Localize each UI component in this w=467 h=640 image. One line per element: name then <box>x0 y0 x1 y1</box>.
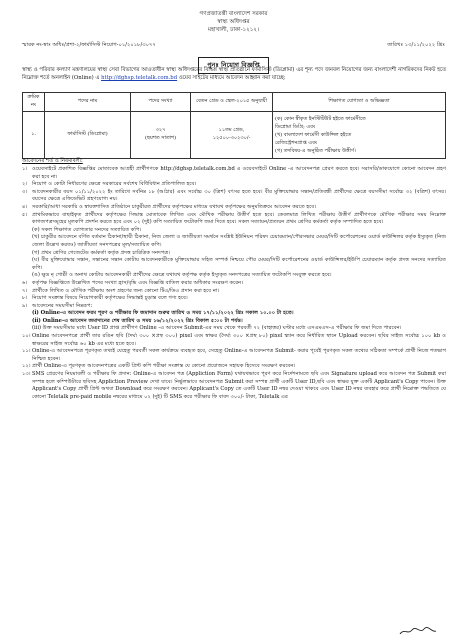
term-number: ১। <box>22 166 28 172</box>
term-item <box>22 181 446 189</box>
address-header: মহাখালী, ঢাকা-১২১২। <box>207 27 260 33</box>
term-number: ১৩। <box>22 371 31 378</box>
application-website-link[interactable]: http://dghsp.teletalk.com.bd <box>101 75 178 81</box>
intro-text-before: স্বাস্থ্য ও পরিবার কল্যাণ মন্ত্রণালয়ের স্বাস্থ্য সেবা বিভাগের আওতাধীন স্বাস্থ্য অধিদপ্তরের বিভিন্ন স্বাস্থ্য প্রতিষ্ঠানে ফার্মাসিস্ট (ডিপ্লোমা) এর শূন্য পদে জনবল নিয়োগের জন্য বাংলাদেশী নাগরিকদের নিকট হতে নিম্নোক্ত শর্তে অনলাইন (Online) এ <box>22 67 446 81</box>
row-qualifications <box>273 112 446 159</box>
term-text: (ঘ) বীর মুক্তিযোদ্ধার সন্তান, সন্তানের সন্তান কোটায় আবেদনকারীকে মুক্তিযোদ্ধার সহিত সম্পর্ক নিশ্চয়ে পৌর মেয়র/সিটি কর্পোরেশনের ওয়ার্ড কাউন্সিলর/ইউপি চেয়ারম্যান কর্তৃক প্রদত্ত সনদের সত্যায়িত কপি। <box>32 257 446 271</box>
term-text: Online আবেদনপত্রে প্রার্থী তার রঙিন ছবি (দৈর্ঘ্য ৩০০ ×প্রস্থ ৩০০) pixel এবং স্বাক্ষর (দৈর্ঘ্য ৩০০ ×প্রস্থ ৮০) pixel স্ক্যান করে নির্ধারিত স্থানে Upload করবেন। ছবির সাইজ সর্বোচ্চ ১০০ kb ও স্বাক্ষরের সাইজ সর্বোচ্চ ৬০ kb এর মধ্যে হতে হবে। <box>32 333 446 347</box>
table-row <box>23 112 446 159</box>
term-number: ৯। <box>22 302 28 309</box>
header-qualifications: শিক্ষাগত যোগ্যতা ও অভিজ্ঞতা <box>273 93 446 112</box>
header-post-name: পদের নাম <box>45 93 131 112</box>
intro-text-after: ওয়েব সাইটের মাধ্যমে আবেদন আহ্বান করা যাচ্ছে: <box>178 75 286 81</box>
term-item <box>22 250 446 258</box>
qualification-line: রেজিস্ট্রেশনপ্রাপ্ত এবং <box>275 140 318 146</box>
header-pay-grade: বেতন গ্রেড ও স্কেল-২০১৫ অনুযায়ী <box>191 93 273 112</box>
intro-paragraph <box>22 66 446 82</box>
term-item <box>22 234 446 249</box>
term-number: ৬। <box>22 279 28 286</box>
term-text: কর্তৃপক্ষ বিজ্ঞপ্তিতে উল্লেখিত পদের সংখ্যা হ্রাস/বৃদ্ধি এবং বিজ্ঞপ্তি বাতিল করার অধিকার সংরক্ষণ করেন। <box>32 279 243 286</box>
term-text: আবেদনের সময়সীমা নিম্নরূপ: <box>32 302 93 309</box>
qualification-line: (খ) বাংলাদেশ ফার্মেসী কাউন্সিল হইতে <box>275 132 352 138</box>
term-text: নিয়োগ সংক্রান্ত বিষয়ে নিয়োগকারী কর্তৃপক্ষের সিদ্ধান্তই চূড়ান্ত বলে গণ্য হবে। <box>32 295 188 302</box>
row-pay-grade <box>191 112 273 159</box>
term-text: (ঙ) ক্ষুদ্র নৃ গোষ্ঠী ও অনাথ কোটায় আবেদনকারী প্রার্থীদের ক্ষেত্রে যথাযথ কর্তৃপক্ষ কর্তৃক ইস্যুকৃত সনদপত্রের সত্যায়িত ফটোকপি সংযুক্ত করতে হবে। <box>32 272 332 279</box>
memo-number: স্মারক নং-স্বাঃ অধিঃ/প্রশা-২/ফার্মাসিস্ট নিয়োগ-০১/২০১৮/৩০৭৭ <box>22 42 156 48</box>
signature-mark <box>398 626 438 636</box>
term-text: প্রার্থীকে লিখিত ও মৌখিক পরীক্ষায় অংশ গ্রহণের জন্য কোনো টিএ/ডিএ প্রদান করা হবে না। <box>32 287 220 294</box>
notice-title: পুনঃ নিয়োগ বিজ্ঞপ্তি <box>198 57 269 74</box>
term-text: Online-এ আবেদনপত্রে পূরণকৃত তথ্যই যেহেতু পরবর্তী সকল কার্যক্রমে ব্যবহৃত হবে, সেহেতু Online-এ আবেদনপত্র Submit- করার পূর্বেই পূরণকৃত সকল তথ্যের সঠিকতা সম্পর্কে প্রার্থী নিজে শতভাগ নিশ্চিত হবেন। <box>32 348 446 362</box>
term-item <box>22 325 446 333</box>
notice-date: তারিখঃ ১৩/১১/২০২২ খ্রিঃ <box>387 42 445 48</box>
term-item <box>22 288 446 296</box>
term-item <box>22 212 446 227</box>
term-number: ৫। <box>22 211 28 218</box>
term-number: ১২। <box>22 363 31 370</box>
term-item <box>22 257 446 272</box>
term-text: (i) Online-এ আবেদন ফরম পূরণ ও পরীক্ষার ফি জমাদান শুরুর তারিখ ও সময় ১৭/১১/২০২২ খ্রিঃ সকাল ১০.০০ টা হতে। <box>32 310 294 317</box>
term-item <box>22 363 446 371</box>
grade-value: ১১তম গ্রেড, <box>218 127 245 133</box>
scale-value: ১২৫০০-৩০২৩০/- <box>212 135 251 141</box>
row-post-name: ফার্মাসিস্ট (ডিপ্লোমা) <box>45 112 131 159</box>
term-text: (খ) চাকুরীর আবেদনে বর্ণিত বর্তমান ঠিকানা/স্থায়ী ঠিকানা, নিজ জেলা ও জাতীয়তা সমর্থনে সংশ্লিষ্ট ইউনিয়ন পরিষদ চেয়ারম্যান/পৌরসভার মেয়র/সিটি কর্পোরেশনের ওয়ার্ড কাউন্সিলর কর্তৃক ইস্যুকৃত (নিজ জেলা উল্লেখ করতঃ) জাতীয়তা সনদপত্রের মূল/সত্যায়িত কপি। <box>32 234 446 248</box>
term-item <box>22 272 446 280</box>
terms-heading: আবেদনের শর্ত ও নিয়মাবলী: <box>22 158 83 164</box>
term-item <box>22 348 446 363</box>
term-text: আবেদনকারীর বয়স ০১/১১/২০২২ ইং তারিখে সর্বনিম্ন ১৮ (আঠার) এবং সর্বোচ্চ ৩০ (ত্রিশ) বৎসর হতে হবে। বীর মুক্তিযোদ্ধার সন্তান/প্রতিবন্ধী প্রার্থীদের ক্ষেত্রে বয়সসীমা সর্বোচ্চ ৩২ (বত্রিশ) বৎসর। বয়সের ক্ষেত্রে এফিডেভিট গ্রহণযোগ্য নয়। <box>32 188 446 203</box>
terms-list <box>22 166 446 401</box>
qualification-line: ডিপ্লোমা ডিগ্রি; এবং <box>275 124 316 130</box>
term-number: ৭। <box>22 287 28 294</box>
term-number: ৮। <box>22 295 28 302</box>
post-table <box>22 92 446 159</box>
header-post-count: পদের সংখ্যা <box>131 93 191 112</box>
term-text: SMS প্রেরণের নিয়মাবলী ও পরীক্ষার ফি প্রদান: Online-এ আবেদন পত্র (Appliction Form) যথাযথভাবে পূরণ করে নির্দেশনামতে ছবি এবং Signature upload করে আবেদন পত্র Submit করা সম্পন্ন হলে কম্পিউটারে ছবিসহ Appliction Preview দেখা যাবে। নির্ভুলভাবে আবেদনপত্র Submit করা সম্পন্ন প্রার্থী একটি User ID,ছবি এবং স্বাক্ষর যুক্ত একটি Applicant's Copy পাবেন। উক্ত Applicant's Copy প্রার্থী প্রিন্ট অথবা Download করে সংরক্ষণ করবেন। Applicant's Copy তে একটি User ID নম্বর দেওয়া থাকবে এবং User ID নম্বর ব্যবহার করে প্রার্থী নিম্নোক্ত পদ্ধতিতে যে কোনো Teletalk pre-paid mobile নম্বরের মাধ্যমে ০২ (দুই) টি SMS করে পরীক্ষার ফি বাবদ ৩০০/- টাকা, Teletalk এর <box>32 371 446 400</box>
row-serial: ১. <box>23 112 45 159</box>
term-item <box>22 280 446 288</box>
qualification-line: (গ) তদবিষয়-এ অনুষ্ঠিত পরীক্ষায় উত্তীর্ণ। <box>275 148 356 154</box>
term-text: সরকারি/আধা সরকারি ও স্বায়ত্তশাসিত প্রতিষ্ঠানে চাকুরীরত প্রার্থীদের কর্তৃপক্ষের মাধ্যমে যথাযথ কর্তৃপক্ষের অনুমতিক্রমে আবেদন করতে হবে। <box>32 203 316 210</box>
term-text: প্রাথমিকভাবে বাছাইকৃত প্রার্থীদের কর্তৃপক্ষের সিদ্ধান্ত মোতাবেক লিখিত এবং মৌখিক পরীক্ষায় উত্তীর্ণ হতে হবে। কেবলমাত্র লিখিত পরীক্ষায় উত্তীর্ণ প্রার্থীগণকে মৌখিক পরীক্ষার সময় নিম্নোক্ত কাগজপত্রসমূহের মূলকপি প্রদর্শন করতে হবে এবং ০২ (দুই) কপি সত্যায়িত ফটোকপি জমা দিতে হবে। সকল সত্যায়ন/প্রত্যয়ন প্রথম শ্রেণির কর্মকর্তা কর্তৃক সম্পাদিত হতে হবে। <box>32 211 446 226</box>
qualification-line: (ক) কোন স্বীকৃত ইনস্টিটিউট হইতে ফার্মেসীতে <box>275 116 366 122</box>
govt-header: গণপ্রজাতন্ত্রী বাংলাদেশ সরকার <box>199 11 268 17</box>
term-item <box>22 166 446 181</box>
term-number: ১১। <box>22 348 31 355</box>
term-item <box>22 371 446 401</box>
term-text: নিয়োগ ও কোটা নির্ধারণের ক্ষেত্রে সরকারের সর্বশেষ বিধিবিধান প্রতিপালিত হবে। <box>32 181 197 188</box>
term-item <box>22 295 446 303</box>
term-text: (ii) Online-এ আবেদন জমাদানের শেষ তারিখ ও সময় ১৬/১২/২০২২ খ্রিঃ বিকাল ৫:০০ টা পর্যন্ত। <box>32 317 243 324</box>
term-item <box>22 333 446 348</box>
term-number: ১০। <box>22 333 31 340</box>
row-post-count <box>131 112 191 159</box>
term-text: (গ) প্রথম শ্রেণির গেজেটেড কর্মকর্তা কর্তৃক প্রদত্ত চারিত্রিক সনদপত্র। <box>32 249 171 256</box>
term-text: প্রার্থী Online-এ পূরণকৃত আবেদনপত্রের একটি প্রিন্ট কপি পরীক্ষা সংক্রান্ত যে কোনো প্রয়োজনে সহায়ক হিসেবে সংরক্ষণ করবেন। <box>32 363 296 370</box>
term-number: ২। <box>22 181 28 188</box>
directorate-header: স্বাস্থ্য অধিদপ্তর <box>217 19 250 25</box>
term-text: (ক) সকল শিক্ষাগত যোগ্যতার সনদের সত্যায়িত কপি। <box>32 226 142 233</box>
term-text: ওয়েবসাইটে প্রকাশিত বিজ্ঞপ্তির মোতাবেক আগ্রহী প্রার্থীগণকে http://dghsp.teletalk.com.bd এ ওয়েবসাইটে Online -এ আবেদনপত্র প্রেরণ করতে হবে। সরাসরি/ডাকযোগে কোনো আবেদন গ্রহণ করা হবে না। <box>32 166 446 180</box>
term-item <box>22 310 446 318</box>
header-serial: ক্রমিক নং <box>23 93 45 112</box>
post-count-value: ৩২৭ <box>155 127 166 133</box>
term-text: (iii) উক্ত সময়সীমার মধ্যে User ID প্রাপ্ত প্রার্থীগণ Online -এ আবেদন Submit-এর সময় থেকে পরবর্তী ৭২ (বাহাত্তর) ঘণ্টার মধ্যে এসএমএস-এ পরীক্ষার ফি জমা দিতে পারবেন। <box>32 325 402 332</box>
term-number: ৩। <box>22 188 28 195</box>
post-table-header <box>23 93 446 112</box>
term-item <box>22 189 446 204</box>
term-number: ৪। <box>22 203 28 210</box>
term-item <box>22 204 446 212</box>
post-count-words: (ছয়শত সাতাশ) <box>144 135 177 141</box>
